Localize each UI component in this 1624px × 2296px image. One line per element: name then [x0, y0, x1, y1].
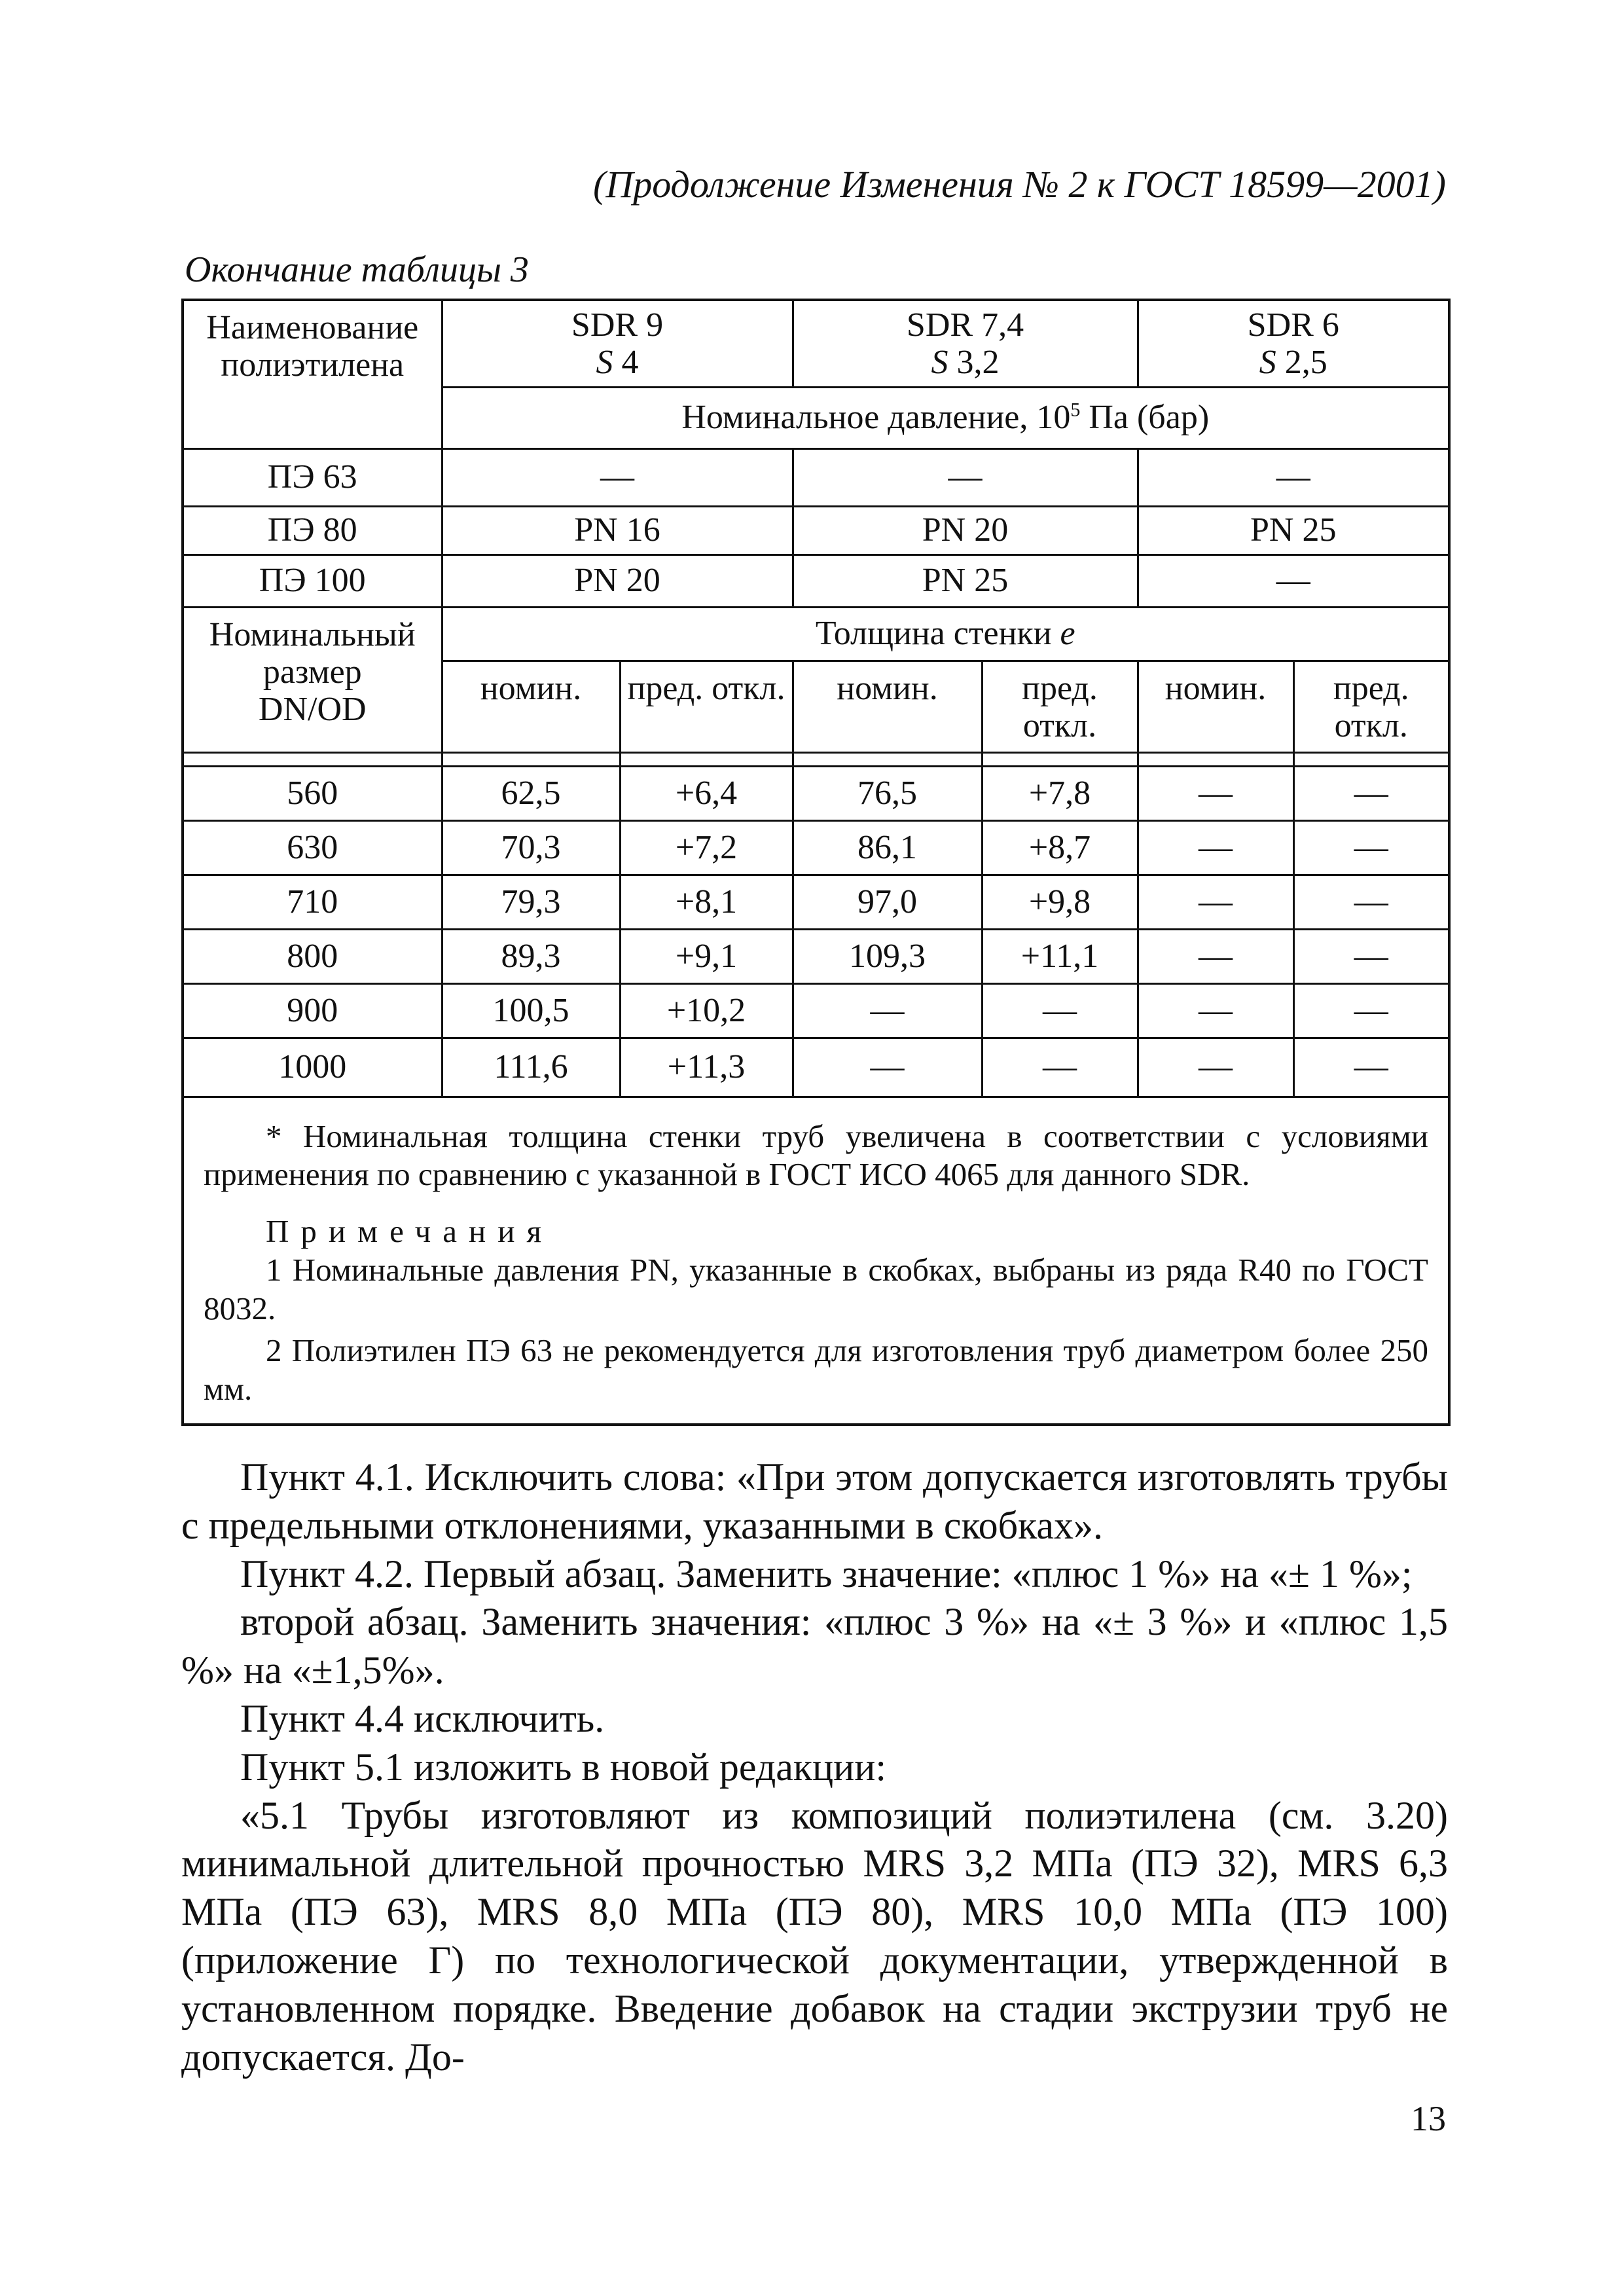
subheader-deviation: пред. откл. [982, 661, 1138, 752]
wall-symbol: e [1060, 615, 1075, 653]
value-cell: 109,3 [793, 929, 982, 983]
pressure-cell: — [442, 448, 793, 506]
table-caption: Окончание таблицы 3 [185, 249, 529, 290]
s-letter: S [931, 343, 948, 381]
value-cell: +6,4 [620, 766, 793, 820]
value-cell: — [793, 1038, 982, 1097]
subheader-nominal: номин. [1138, 661, 1293, 752]
value-cell: 79,3 [442, 875, 620, 929]
material-row [183, 555, 1449, 607]
paragraph: Пункт 4.4 исключить. [240, 1696, 605, 1740]
pressure-label: Номинальное давление, 10 [681, 399, 1071, 437]
value-cell: 100,5 [442, 983, 620, 1038]
material-row [183, 506, 1449, 555]
value-cell: +11,1 [982, 929, 1138, 983]
value-cell: 62,5 [442, 766, 620, 820]
size-cell: 560 [183, 766, 442, 820]
sdr-header-1 [442, 300, 793, 387]
sdr-header-2 [793, 300, 1138, 387]
s-value: 3,2 [956, 343, 1000, 381]
wall-header-row [183, 607, 1449, 661]
paragraph: «5.1 Трубы изготовляют из композиций полиэтилена (см. 3.20) минимальной длительной прочностью MRS 3,2 МПа (ПЭ 32), MRS 6,3 МПа (ПЭ 63), MRS 8,0 МПа (ПЭ 80), MRS 10,0 МПа (ПЭ 100) (приложение Г) по технологической документации, утвержденной в установленном порядке. Введение добавок на стадии экструзии труб не допускается. До- [181, 1793, 1448, 2079]
size-cell: 800 [183, 929, 442, 983]
wall-label: Толщина стенки [815, 615, 1052, 653]
value-cell: — [982, 1038, 1138, 1097]
value-cell: +10,2 [620, 983, 793, 1038]
notes-row [183, 1097, 1449, 1425]
value-cell: — [1138, 1038, 1293, 1097]
s-letter: S [1259, 343, 1276, 381]
header-name: Наименование полиэтилена [206, 309, 419, 384]
pressure-cell: — [793, 448, 1138, 506]
sdr-value: SDR 9 [571, 306, 664, 344]
value-cell: — [1293, 820, 1449, 875]
pressure-cell: — [1138, 448, 1449, 506]
wall-header [442, 607, 1449, 661]
size-cell: 900 [183, 983, 442, 1038]
paragraph: второй абзац. Заменить значения: «плюс 3 %» на «± 3 %» и «плюс 1,5 %» на «±1,5%». [181, 1600, 1448, 1692]
value-cell: — [1293, 875, 1449, 929]
value-cell: — [1138, 929, 1293, 983]
value-cell: +9,8 [982, 875, 1138, 929]
paragraph: Пункт 5.1 изложить в новой редакции: [240, 1745, 887, 1789]
size-code: DN/OD [258, 690, 367, 728]
material-name: ПЭ 63 [183, 448, 442, 506]
pressure-cell: PN 20 [793, 506, 1138, 555]
value-cell: 76,5 [793, 766, 982, 820]
data-row [183, 929, 1449, 983]
pressure-unit: Па (бар) [1080, 399, 1210, 437]
table-3-end [181, 299, 1451, 1426]
material-name: ПЭ 100 [183, 555, 442, 607]
pressure-header [442, 387, 1449, 448]
pressure-cell: — [1138, 555, 1449, 607]
value-cell: +8,1 [620, 875, 793, 929]
sdr-value: SDR 6 [1247, 306, 1339, 344]
value-cell: +7,2 [620, 820, 793, 875]
value-cell: +8,7 [982, 820, 1138, 875]
data-row [183, 983, 1449, 1038]
size-header-cell [183, 607, 442, 752]
value-cell: — [1138, 766, 1293, 820]
footnote: * Номинальная толщина стенки труб увеличена в соответствии с условиями применения по сравнению с указанной в ГОСТ ИСО 4065 для данного SDR. [204, 1118, 1428, 1193]
material-name: ПЭ 80 [183, 506, 442, 555]
double-rule-row [183, 752, 1449, 766]
pressure-cell: PN 25 [1138, 506, 1449, 555]
value-cell: 70,3 [442, 820, 620, 875]
paragraph: Пункт 4.2. Первый абзац. Заменить значение: «плюс 1 %» на «± 1 %»; [240, 1552, 1413, 1595]
s-letter: S [596, 343, 613, 381]
value-cell: — [793, 983, 982, 1038]
size-cell: 1000 [183, 1038, 442, 1097]
running-head: (Продолжение Изменения № 2 к ГОСТ 18599—2001) [593, 163, 1446, 206]
note-1: 1 Номинальные давления PN, указанные в скобках, выбраны из ряда R40 по ГОСТ 8032. [204, 1251, 1428, 1326]
pressure-cell: PN 16 [442, 506, 793, 555]
data-row [183, 875, 1449, 929]
pressure-cell: PN 20 [442, 555, 793, 607]
value-cell: +11,3 [620, 1038, 793, 1097]
subheader-deviation: пред. откл. [1293, 661, 1449, 752]
size-cell: 630 [183, 820, 442, 875]
header-name-cell [183, 300, 442, 448]
data-row [183, 1038, 1449, 1097]
s-value: 2,5 [1284, 343, 1327, 381]
value-cell: +7,8 [982, 766, 1138, 820]
value-cell: — [1138, 875, 1293, 929]
size-cell: 710 [183, 875, 442, 929]
value-cell: — [1138, 820, 1293, 875]
value-cell: 86,1 [793, 820, 982, 875]
s-value: 4 [621, 343, 639, 381]
value-cell: 97,0 [793, 875, 982, 929]
value-cell: 111,6 [442, 1038, 620, 1097]
value-cell: — [1293, 929, 1449, 983]
value-cell: +9,1 [620, 929, 793, 983]
subheader-deviation: пред. откл. [620, 661, 793, 752]
material-row [183, 448, 1449, 506]
notes-cell [183, 1097, 1449, 1425]
value-cell: — [1293, 766, 1449, 820]
data-row [183, 766, 1449, 820]
sdr-header-3 [1138, 300, 1449, 387]
size-header: Номинальный размер [209, 615, 416, 691]
data-row [183, 820, 1449, 875]
pressure-exponent: 5 [1070, 399, 1081, 422]
value-cell: — [982, 983, 1138, 1038]
subheader-nominal: номин. [442, 661, 620, 752]
sdr-value: SDR 7,4 [906, 306, 1024, 344]
paragraph: Пункт 4.1. Исключить слова: «При этом допускается изготовлять трубы с предельными отклонениями, указанными в скобках». [181, 1455, 1448, 1547]
subheader-nominal: номин. [793, 661, 982, 752]
page-number: 13 [1411, 2099, 1446, 2138]
pressure-cell: PN 25 [793, 555, 1138, 607]
value-cell: — [1293, 1038, 1449, 1097]
notes-title: Примечания [266, 1213, 554, 1250]
value-cell: 89,3 [442, 929, 620, 983]
value-cell: — [1293, 983, 1449, 1038]
body-text [181, 1453, 1448, 2081]
value-cell: — [1138, 983, 1293, 1038]
table-header-row [183, 300, 1449, 387]
note-2: 2 Полиэтилен ПЭ 63 не рекомендуется для изготовления труб диаметром более 250 мм. [204, 1332, 1428, 1408]
